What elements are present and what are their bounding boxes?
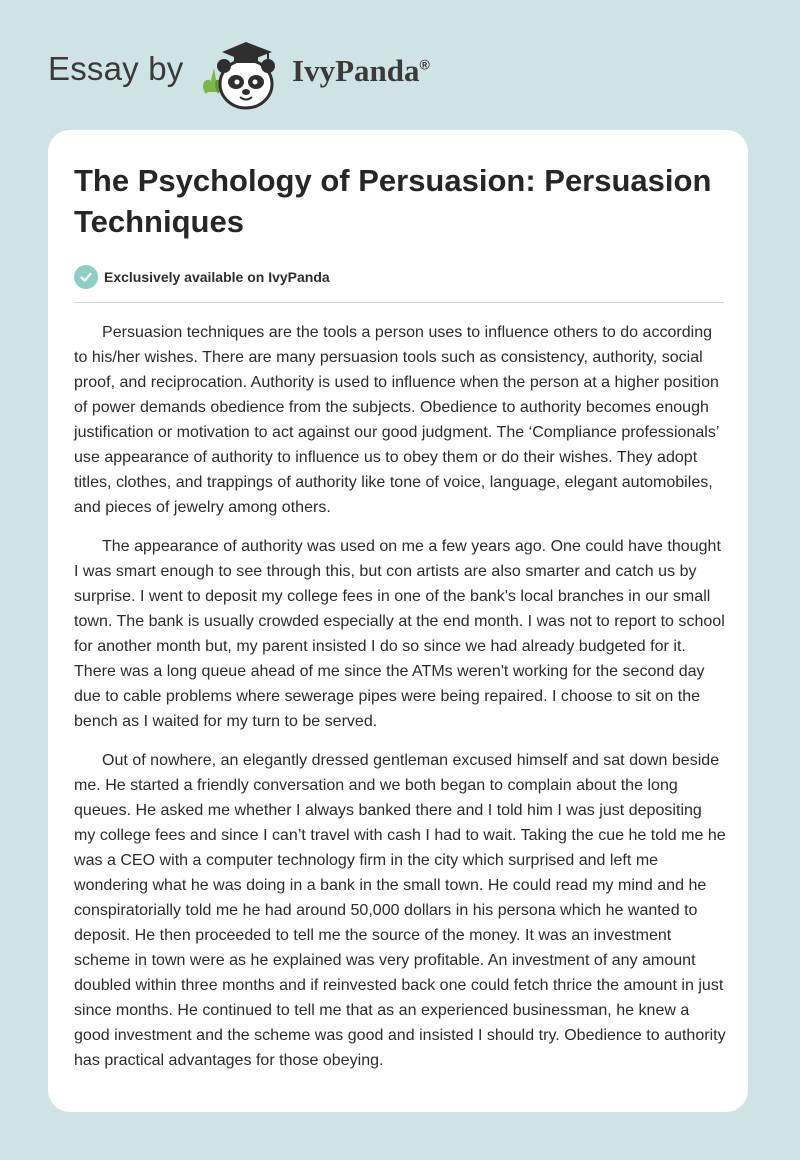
divider xyxy=(74,302,724,303)
page-title: The Psychology of Persuasion: Persuasion Techniques xyxy=(74,163,712,239)
panda-graduate-logo[interactable] xyxy=(196,34,280,112)
paragraph: Persuasion techniques are the tools a person uses to influence others to do according to his/her wishes. There are many persuasion tools such as consistency, authority, social proof, and reciprocation. Authority is used to influence when the person at a higher position of power demands obedience from the subjects. Obedience to authority becomes enough justification or motivation to act against our good judgment. The ‘Compliance professionals’ use appearance of authority to influence us to obey them or do their wishes. They adopt titles, clothes, and trappings of authority like tone of voice, language, elegant automobiles, and pieces of jewelry among others. xyxy=(74,324,719,516)
badge-label: Exclusively available on IvyPanda xyxy=(104,269,330,285)
paragraph: Out of nowhere, an elegantly dressed gentleman excused himself and sat down beside me. He started a friendly conversation and we both began to complain about the long queues. He asked me whether I always banked there and I told him I was just depositing my college fees and since I can’t travel with cash I had to wait. Taking the cue he told me he was a CEO with a computer technology firm in the city which surprised and left me wondering what he was doing in a bank in the small town. He could read my mind and he conspiratorially told me he had around 50,000 dollars in his persona which he wanted to deposit. He then proceeded to tell me the source of the money. It was an investment scheme in town were as he explained was very profitable. An investment of any amount doubled within three months and if reinvested back one could fetch thrice the amount in just since months. He continued to tell me that as an experienced businessman, he knew a good investment and the scheme was good and insisted I should try. Obedience to authority has practical advantages for those obeying. xyxy=(74,752,726,1069)
site-header xyxy=(0,0,800,130)
article-body xyxy=(74,320,726,1087)
essay-card xyxy=(48,130,748,1112)
check-icon xyxy=(74,265,98,289)
exclusive-badge xyxy=(74,264,330,290)
brand-prefix: Essay by xyxy=(48,50,184,87)
brand-name[interactable]: IvyPanda® xyxy=(292,53,430,88)
paragraph: The appearance of authority was used on me a few years ago. One could have thought I was smart enough to see through this, but con artists are also smarter and catch us by surprise. I went to deposit my college fees in one of the bank's local branches in our small town. The bank is usually crowded especially at the end month. I was not to report to school for another month but, my parent insisted I do so since we had already budgeted for it. There was a long queue ahead of me since the ATMs weren't working for the second day due to cable problems where sewerage pipes were being repaired. I choose to sit on the bench as I waited for my turn to be served. xyxy=(74,538,725,730)
